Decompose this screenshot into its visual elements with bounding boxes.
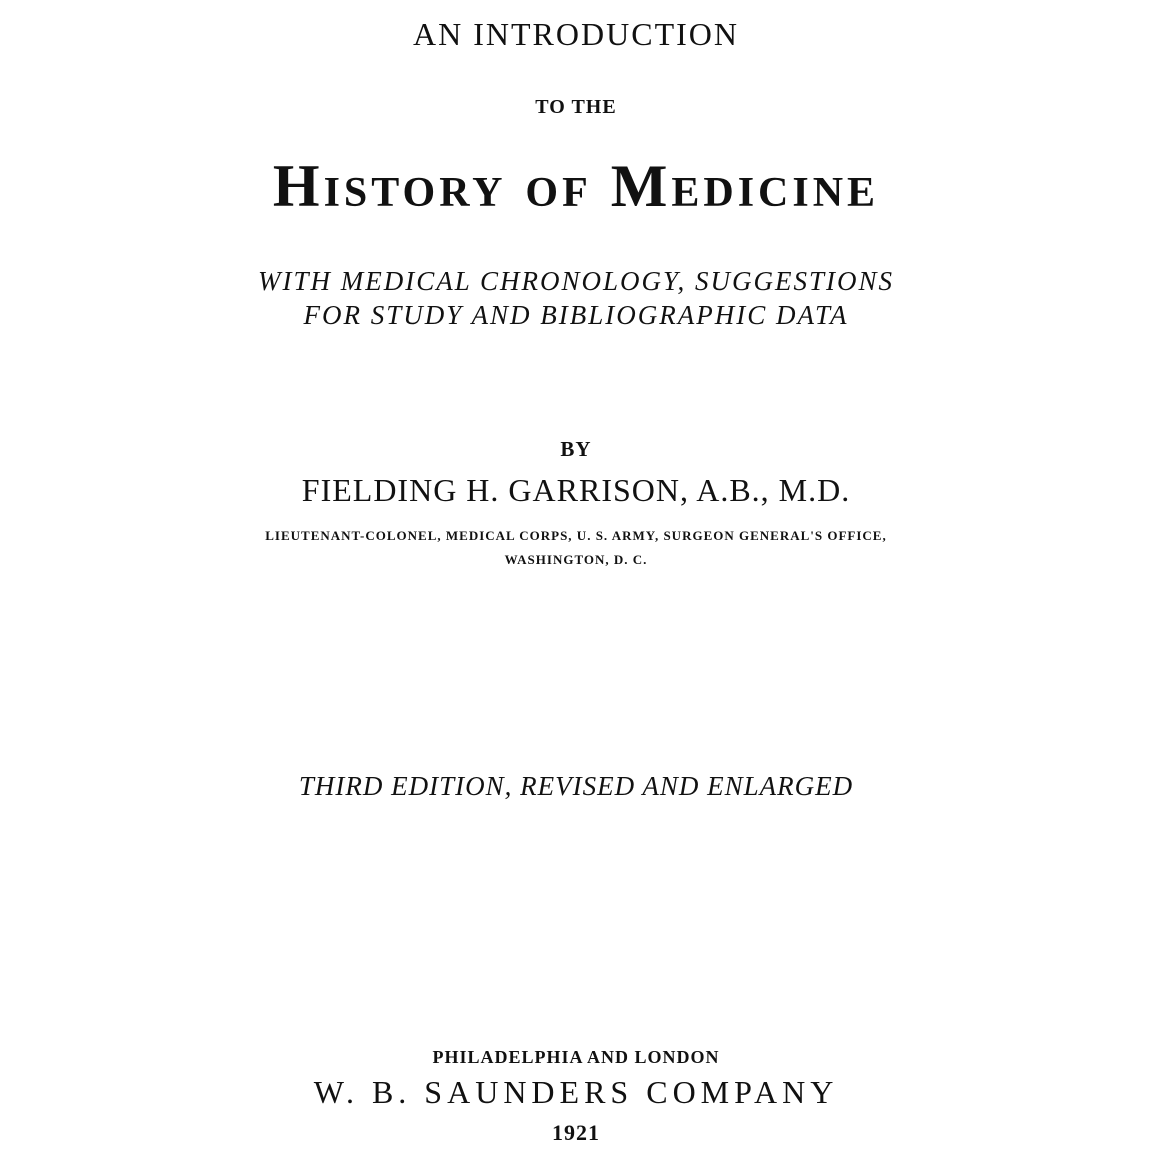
author-name: FIELDING H. GARRISON, A.B., M.D. [301,472,851,508]
to-the-line: TO THE [535,96,617,118]
publisher-name: W. B. SAUNDERS COMPANY [313,1074,839,1110]
subtitle [0,264,1152,332]
credentials-line-2: WASHINGTON, D. C. [504,552,648,567]
edition-statement: THIRD EDITION, REVISED AND ENLARGED [298,771,854,801]
subtitle-line-1: WITH MEDICAL CHRONOLOGY, SUGGESTIONS [257,266,895,296]
imprint-cities: PHILADELPHIA AND LONDON [432,1047,720,1067]
pre-title: AN INTRODUCTION [413,16,739,52]
subtitle-line-2: FOR STUDY AND BIBLIOGRAPHIC DATA [303,300,849,330]
author-credentials [0,524,1152,572]
publication-year: 1921 [552,1120,600,1145]
book-title: History of Medicine [272,153,880,219]
credentials-line-1: LIEUTENANT-COLONEL, MEDICAL CORPS, U. S. ARMY, SURGEON GENERAL'S OFFICE, [265,528,887,543]
by-line: BY [560,437,592,461]
